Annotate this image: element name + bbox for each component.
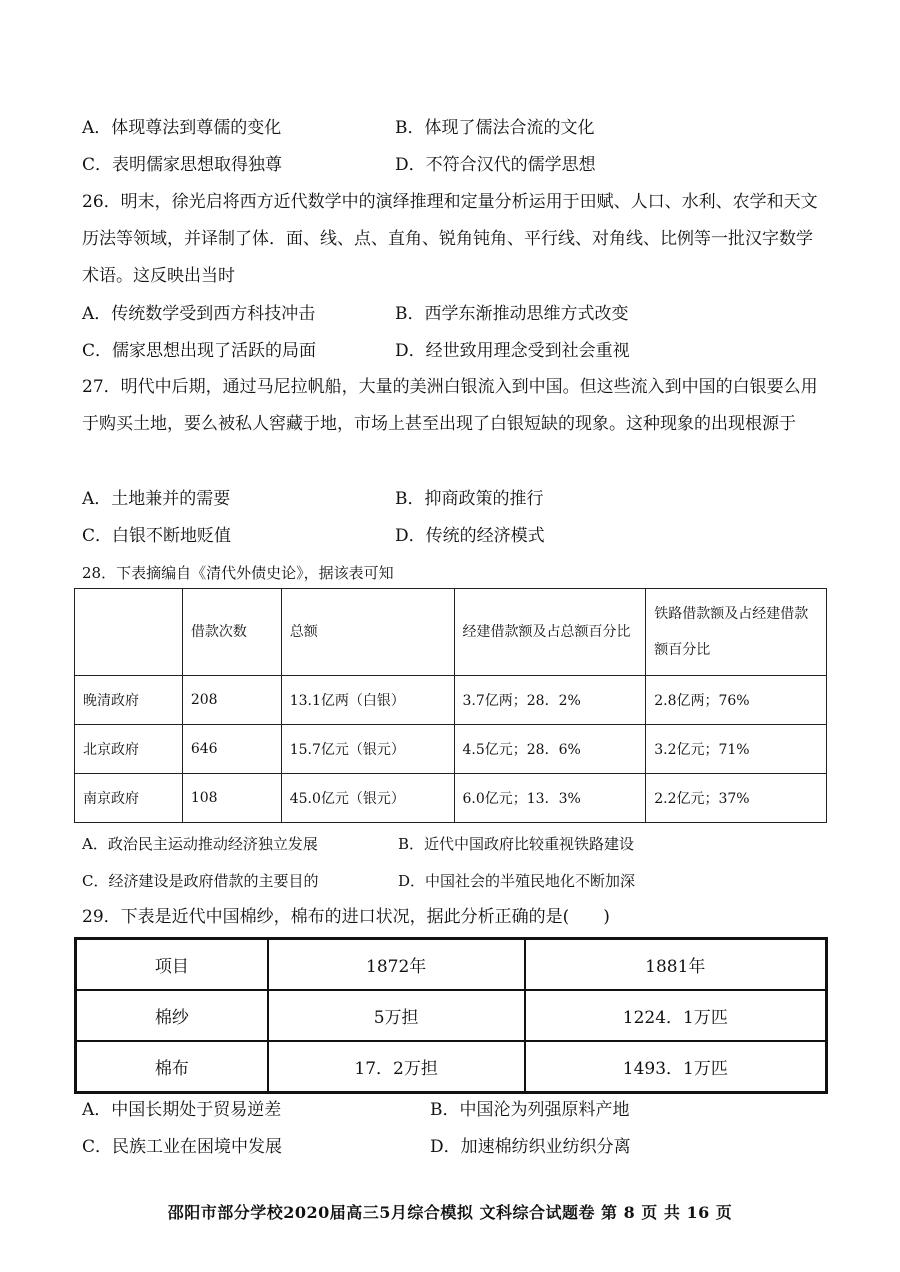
table-cell: 棉纱 [76,990,268,1041]
q29-stem: 29．下表是近代中国棉纱，棉布的进口状况，据此分析正确的是( ) [82,907,610,927]
q29-table-header [76,939,827,991]
q28-option-b: B．近代中国政府比较重视铁路建设 [398,835,635,853]
q29-table [74,937,828,1094]
table-cell: 108 [182,774,281,823]
q29-option-b: B．中国沦为列强原料产地 [430,1100,630,1120]
table-cell: 1224．1万匹 [525,990,827,1041]
table-cell: 2.2亿元；37% [646,774,827,823]
page-footer: 邵阳市部分学校2020届高三5月综合模拟 文科综合试题卷 第 8 页 共 16 页 [167,1203,733,1222]
q28-table [74,588,827,823]
table-cell: 北京政府 [75,725,183,774]
q29-header-cell: 项目 [76,939,268,991]
table-cell: 6.0亿元；13．3% [454,774,646,823]
q28-option-a: A．政治民主运动推动经济独立发展 [82,835,318,853]
q26-stem: 26．明末，徐光启将西方近代数学中的演绎推理和定量分析运用于田赋、人口、水利、农学和天文历法等领域，并译制了体．面、线、点、直角、锐角钝角、平行线、对角线、比例等一批汉字数学术语。这反映出当时 [82,192,818,286]
table-cell: 4.5亿元；28．6% [454,725,646,774]
q27-option-a: A．土地兼并的需要 [82,489,231,509]
table-cell: 1493．1万匹 [525,1041,827,1093]
q26-option-a: A．传统数学受到西方科技冲击 [82,304,316,324]
q29-option-c: C．民族工业在困境中发展 [82,1137,283,1157]
table-cell: 15.7亿元（银元） [281,725,454,774]
table-cell: 646 [182,725,281,774]
q25-option-c: C．表明儒家思想取得独尊 [82,155,283,175]
q26-option-b: B．西学东渐推动思维方式改变 [395,304,629,324]
q28-option-c: C．经济建设是政府借款的主要目的 [82,872,319,890]
table-cell: 17．2万担 [268,1041,525,1093]
q29-option-a: A．中国长期处于贸易逆差 [82,1100,282,1120]
q28-table-header [75,589,827,676]
q25-option-d: D．不符合汉代的儒学思想 [395,155,596,175]
q26-option-d: D．经世致用理念受到社会重视 [395,341,630,361]
table-row [76,990,827,1041]
table-cell: 2.8亿两；76% [646,676,827,725]
q28-header-cell: 铁路借款额及占经建借款额百分比 [646,589,827,676]
table-cell: 208 [182,676,281,725]
table-row [75,725,827,774]
q25-option-b: B．体现了儒法合流的文化 [395,118,595,138]
q26-option-c: C．儒家思想出现了活跃的局面 [82,341,317,361]
q28-header-cell: 总额 [281,589,454,676]
q28-option-d: D．中国社会的半殖民地化不断加深 [398,872,636,890]
q27-option-d: D．传统的经济模式 [395,526,545,546]
table-row [75,774,827,823]
table-cell: 5万担 [268,990,525,1041]
table-cell: 45.0亿元（银元） [281,774,454,823]
table-row [76,1041,827,1093]
q28-header-cell: 借款次数 [182,589,281,676]
q28-stem: 28．下表摘编自《清代外债史论》，据该表可知 [82,564,394,582]
table-cell: 棉布 [76,1041,268,1093]
table-cell: 3.7亿两；28．2% [454,676,646,725]
q29-header-cell: 1872年 [268,939,525,991]
table-cell: 3.2亿元；71% [646,725,827,774]
table-row [75,676,827,725]
q29-header-cell: 1881年 [525,939,827,991]
table-cell: 南京政府 [75,774,183,823]
q27-option-b: B．抑商政策的推行 [395,489,544,509]
q27-option-c: C．白银不断地贬值 [82,526,232,546]
q28-header-cell [75,589,183,676]
q28-header-cell: 经建借款额及占总额百分比 [454,589,646,676]
q25-option-a: A．体现尊法到尊儒的变化 [82,118,282,138]
q27-stem: 27．明代中后期，通过马尼拉帆船，大量的美洲白银流入到中国。但这些流入到中国的白银要么用于购买土地，要么被私人窖藏于地，市场上甚至出现了白银短缺的现象。这种现象的出现根源于 [82,377,818,434]
table-cell: 晚清政府 [75,676,183,725]
q29-option-d: D．加速棉纺织业纺织分离 [430,1137,631,1157]
table-cell: 13.1亿两（白银） [281,676,454,725]
